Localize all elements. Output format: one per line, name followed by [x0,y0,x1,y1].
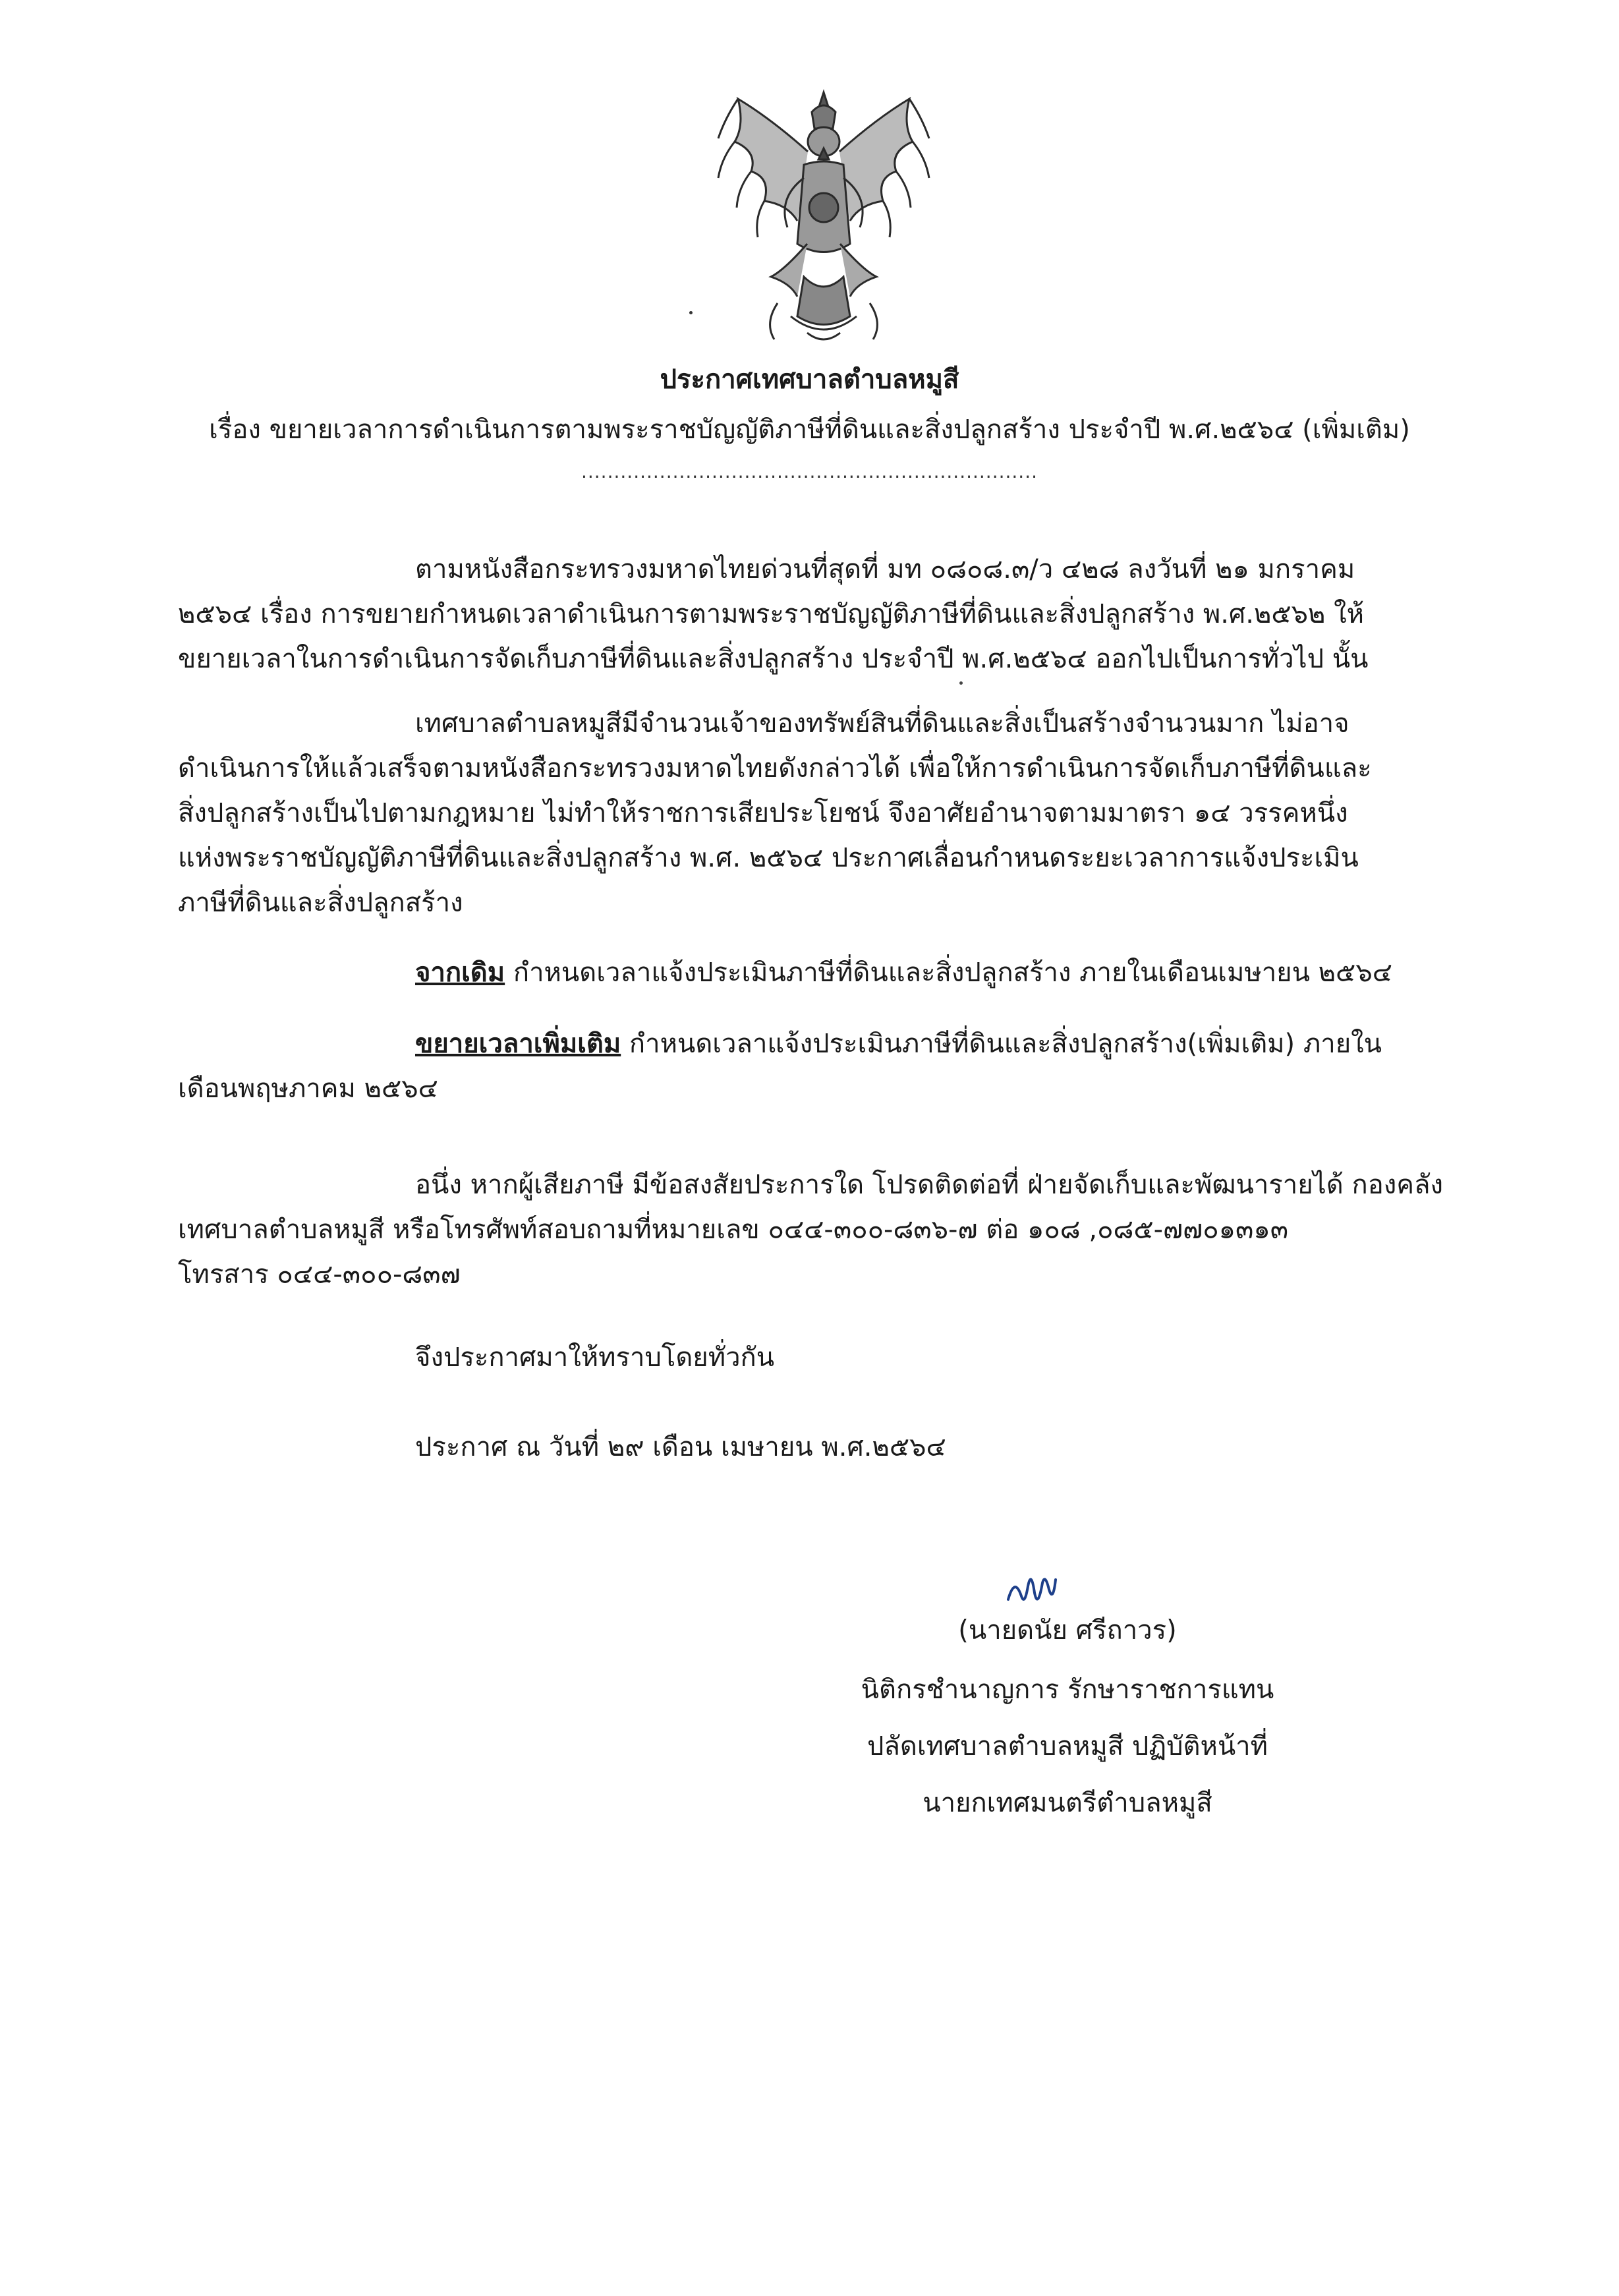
from-original-text: กำหนดเวลาแจ้งประเมินภาษีที่ดินและสิ่งปลูกสร้าง ภายในเดือนเมษายน ๒๕๖๔ [505,958,1392,988]
para1-line-2: ๒๕๖๔ เรื่อง การขยายกำหนดเวลาดำเนินการตามพระราชบัญญัติภาษีที่ดินและสิ่งปลูกสร้าง พ.ศ.๒๕๖๒ ให้ [178,599,1365,629]
extension-label: ขยายเวลาเพิ่มเติม [415,1029,621,1059]
closing-line: จึงประกาศมาให้ทราบโดยทั่วกัน [415,1342,775,1373]
extension-line-2: เดือนพฤษภาคม ๒๕๖๔ [178,1074,438,1104]
extension-line [415,1025,1382,1062]
date-line: ประกาศ ณ วันที่ ๒๙ เดือน เมษายน พ.ศ.๒๕๖๔ [415,1432,946,1462]
para2-line-5: ภาษีที่ดินและสิ่งปลูกสร้าง [178,888,463,918]
para3-line-1: อนึ่ง หากผู้เสียภาษี มีข้อสงสัยประการใด โปรดติดต่อที่ ฝ่ายจัดเก็บและพัฒนารายได้ กองคลัง [415,1170,1444,1200]
from-original-label: จากเดิม [415,958,505,988]
para2-line-4: แห่งพระราชบัญญัติภาษีที่ดินและสิ่งปลูกสร้าง พ.ศ. ๒๕๖๔ ประกาศเลื่อนกำหนดระยะเวลาการแจ้งประเมิน [178,843,1359,873]
para3-line-2: เทศบาลตำบลหมูสี หรือโทรศัพท์สอบถามที่หมายเลข ๐๔๔-๓๐๐-๘๓๖-๗ ต่อ ๑๐๘ ,๐๘๕-๗๗๐๑๓๑๓ [178,1215,1289,1245]
signer-position-2: ปลัดเทศบาลตำบลหมูสี ปฏิบัติหน้าที่ [866,1731,1268,1762]
signer-position-3: นายกเทศมนตรีตำบลหมูสี [923,1788,1212,1818]
handwritten-signature-icon [1002,1563,1061,1616]
dotted-divider: ...................................................................... [581,461,1038,482]
scan-speck [959,681,963,685]
para3-line-3: โทรสาร ๐๔๔-๓๐๐-๘๓๗ [178,1259,461,1290]
garuda-emblem-icon [698,79,949,356]
para2-line-2: ดำเนินการให้แล้วเสร็จตามหนังสือกระทรวงมหาดไทยดังกล่าวได้ เพื่อให้การดำเนินการจัดเก็บภาษีที่ดินและ [178,753,1372,784]
signer-name: (นายดนัย ศรีถาวร) [958,1615,1177,1646]
from-original-line [415,954,1392,991]
para2-line-3: สิ่งปลูกสร้างเป็นไปตามกฎหมาย ไม่ทำให้ราชการเสียประโยชน์ จึงอาศัยอำนาจตามมาตรา ๑๔ วรรคหนึ่ง [178,798,1348,828]
para1-line-3: ขยายเวลาในการดำเนินการจัดเก็บภาษีที่ดินและสิ่งปลูกสร้าง ประจำปี พ.ศ.๒๕๖๔ ออกไปเป็นการทั่วไป นั้น [178,644,1369,674]
announcement-title: ประกาศเทศบาลตำบลหมูสี [660,364,959,395]
scan-speck [689,311,693,314]
para2-line-1: เทศบาลตำบลหมูสีมีจำนวนเจ้าของทรัพย์สินที่ดินและสิ่งเป็นสร้างจำนวนมาก ไม่อาจ [415,708,1349,739]
extension-text: กำหนดเวลาแจ้งประเมินภาษีที่ดินและสิ่งปลูกสร้าง(เพิ่มเติม) ภายใน [621,1029,1382,1059]
announcement-subject: เรื่อง ขยายเวลาการดำเนินการตามพระราชบัญญัติภาษีที่ดินและสิ่งปลูกสร้าง ประจำปี พ.ศ.๒๕๖๔ (เพิ่มเติม) [209,415,1410,445]
para1-line-1: ตามหนังสือกระทรวงมหาดไทยด่วนที่สุดที่ มท ๐๘๐๘.๓/ว ๔๒๘ ลงวันที่ ๒๑ มกราคม [415,554,1355,585]
signer-position-1: นิติกรชำนาญการ รักษาราชการแทน [861,1675,1274,1705]
